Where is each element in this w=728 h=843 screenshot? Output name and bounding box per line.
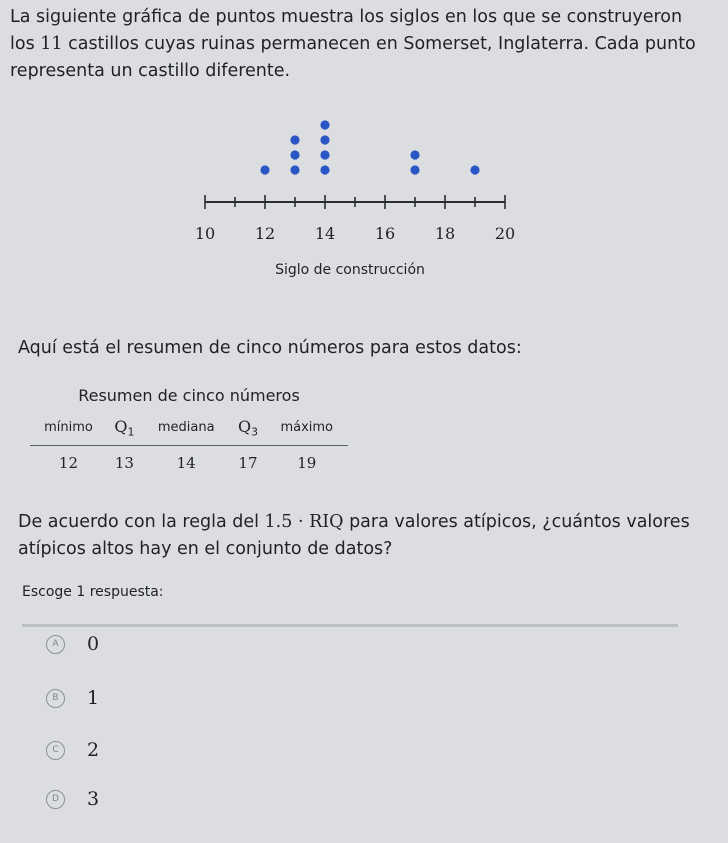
five-number-summary: [30, 386, 348, 480]
x-tick-label: 10: [194, 224, 216, 243]
divider: [22, 624, 678, 627]
x-tick-label: 20: [494, 224, 516, 243]
summary-title: Resumen de cinco números: [78, 386, 300, 405]
data-dot: [320, 165, 329, 174]
value-q1: 13: [114, 453, 134, 472]
data-dot: [290, 165, 299, 174]
data-dot: [470, 165, 479, 174]
header-q1: [107, 413, 142, 445]
prompt-text: [18, 509, 708, 563]
summary-intro: Aquí está el resumen de cinco números para estos datos:: [18, 338, 522, 358]
question-part2: castillos cuyas ruinas permanecen en Somerset, Inglaterra. Cada punto representa un castillo diferente.: [10, 34, 696, 81]
option-a[interactable]: [46, 629, 346, 659]
x-tick-label: 12: [254, 224, 276, 243]
q3-subscript: 3: [251, 425, 258, 439]
x-tick-label: 14: [314, 224, 336, 243]
data-dot: [320, 120, 329, 129]
question-text: [10, 4, 710, 85]
summary-header-row: [30, 413, 348, 445]
value-minimum: 12: [58, 453, 78, 472]
dot-plot-canvas: [170, 110, 550, 230]
data-dot: [290, 135, 299, 144]
option-c-radio[interactable]: C: [46, 741, 65, 760]
data-dot: [410, 165, 419, 174]
data-dot: [290, 150, 299, 159]
option-a-radio[interactable]: A: [46, 635, 65, 654]
header-maximum: máximo: [265, 413, 348, 445]
q1-subscript: 1: [127, 425, 135, 439]
x-tick-label: 18: [434, 224, 456, 243]
value-q3: 17: [238, 453, 258, 472]
x-axis-label: Siglo de construcción: [275, 262, 425, 278]
option-b-radio[interactable]: B: [46, 689, 65, 708]
summary-table: [30, 413, 348, 480]
prompt-part1: De acuerdo con la regla del: [18, 512, 265, 532]
option-d-radio[interactable]: D: [46, 790, 65, 809]
q3-symbol: Q: [237, 417, 252, 436]
option-c-value: 2: [87, 739, 100, 761]
prompt-math: 1.5 · RIQ: [264, 512, 344, 532]
summary-values-row: [30, 445, 348, 480]
dot-plot: [170, 110, 550, 290]
header-median: mediana: [142, 413, 231, 445]
castle-count: 11: [40, 34, 63, 54]
question-part1: La siguiente gráfica de puntos muestra los siglos en los que se construyeron los: [10, 7, 683, 54]
option-c[interactable]: [46, 735, 346, 765]
option-d-value: 3: [87, 788, 100, 810]
option-a-value: 0: [87, 633, 100, 655]
q1-symbol: Q: [114, 417, 128, 436]
data-dot: [260, 165, 269, 174]
option-d[interactable]: [46, 784, 346, 814]
choose-label: Escoge 1 respuesta:: [22, 584, 164, 600]
data-dot: [410, 150, 419, 159]
value-median: 14: [176, 453, 196, 472]
option-b[interactable]: [46, 683, 346, 713]
prompt-part2: para valores atípicos, ¿cuántos valores atípicos altos hay en el conjunto de datos?: [18, 512, 690, 559]
header-minimum: mínimo: [30, 413, 107, 445]
header-q3: [230, 413, 265, 445]
data-dot: [320, 150, 329, 159]
value-maximum: 19: [297, 453, 317, 472]
x-tick-label: 16: [374, 224, 396, 243]
option-b-value: 1: [87, 687, 100, 709]
data-dot: [320, 135, 329, 144]
